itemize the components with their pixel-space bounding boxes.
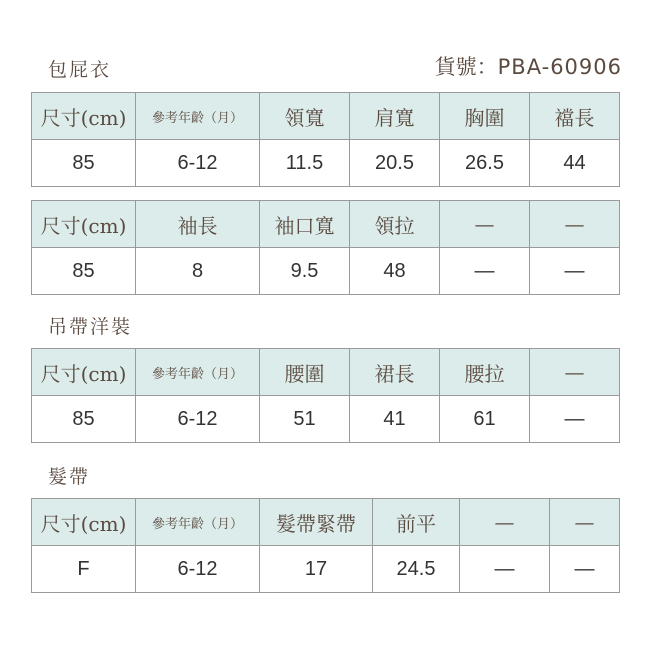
table-row: [32, 546, 620, 593]
table-row: [32, 140, 620, 187]
header-cell-size: 尺寸(cm): [32, 499, 136, 546]
value-cell: 6-12: [136, 396, 260, 443]
value-cell: 8: [136, 248, 260, 295]
value-cell: 26.5: [440, 140, 530, 187]
table-header-row: [32, 201, 620, 248]
value-cell: 85: [32, 140, 136, 187]
value-cell: F: [32, 546, 136, 593]
headband-size-table: [31, 498, 620, 593]
value-cell: 51: [260, 396, 350, 443]
header-cell-empty: —: [440, 201, 530, 248]
bodysuit-size-table-1: [31, 92, 620, 187]
header-cell-skirt-length: 裙長: [350, 349, 440, 396]
value-cell: 48: [350, 248, 440, 295]
value-cell: 85: [32, 396, 136, 443]
table-row: [32, 248, 620, 295]
header-cell-waist-stretch: 腰拉: [440, 349, 530, 396]
section-title-bodysuit: 包屁衣: [48, 59, 112, 81]
table-header-row: [32, 93, 620, 140]
value-cell: —: [530, 248, 620, 295]
value-cell: 20.5: [350, 140, 440, 187]
value-cell: 6-12: [136, 546, 260, 593]
value-cell: 9.5: [260, 248, 350, 295]
value-cell: 11.5: [260, 140, 350, 187]
table-header-row: [32, 349, 620, 396]
header-cell-size: 尺寸(cm): [32, 349, 136, 396]
table-header-row: [32, 499, 620, 546]
header-cell-size: 尺寸(cm): [32, 201, 136, 248]
value-cell: 41: [350, 396, 440, 443]
value-cell: 6-12: [136, 140, 260, 187]
value-cell: 61: [440, 396, 530, 443]
value-cell: —: [550, 546, 620, 593]
value-cell: —: [460, 546, 550, 593]
product-code: [435, 51, 622, 81]
header-cell-empty: —: [530, 349, 620, 396]
dress-size-table: [31, 348, 620, 443]
header-cell-waist: 腰圍: [260, 349, 350, 396]
header-cell-sleeve-length: 袖長: [136, 201, 260, 248]
section-title-dress: 吊帶洋裝: [48, 316, 133, 338]
value-cell: —: [440, 248, 530, 295]
header-cell-empty: —: [530, 201, 620, 248]
header-cell-age: 參考年齡（月）: [136, 93, 260, 140]
header-cell-size: 尺寸(cm): [32, 93, 136, 140]
header-cell-age: 參考年齡（月）: [136, 499, 260, 546]
header-cell-band-elastic: 髮帶緊帶: [260, 499, 373, 546]
value-cell: 17: [260, 546, 373, 593]
header-cell-front-flat: 前平: [373, 499, 460, 546]
value-cell: 44: [530, 140, 620, 187]
header-cell-empty: —: [550, 499, 620, 546]
product-code-label: 貨號：: [434, 55, 498, 79]
table-row: [32, 396, 620, 443]
header-cell-length: 襠長: [530, 93, 620, 140]
value-cell: 24.5: [373, 546, 460, 593]
header-cell-neck-stretch: 領拉: [350, 201, 440, 248]
header-cell-cuff-width: 袖口寬: [260, 201, 350, 248]
header-cell-age: 參考年齡（月）: [136, 349, 260, 396]
product-code-value: PBA-60906: [497, 55, 622, 79]
header-cell-empty: —: [460, 499, 550, 546]
header-cell-chest: 胸圍: [440, 93, 530, 140]
value-cell: —: [530, 396, 620, 443]
value-cell: 85: [32, 248, 136, 295]
header-cell-shoulder-width: 肩寬: [350, 93, 440, 140]
section-title-headband: 髮帶: [48, 466, 91, 488]
header-cell-neck-width: 領寬: [260, 93, 350, 140]
bodysuit-size-table-2: [31, 200, 620, 295]
